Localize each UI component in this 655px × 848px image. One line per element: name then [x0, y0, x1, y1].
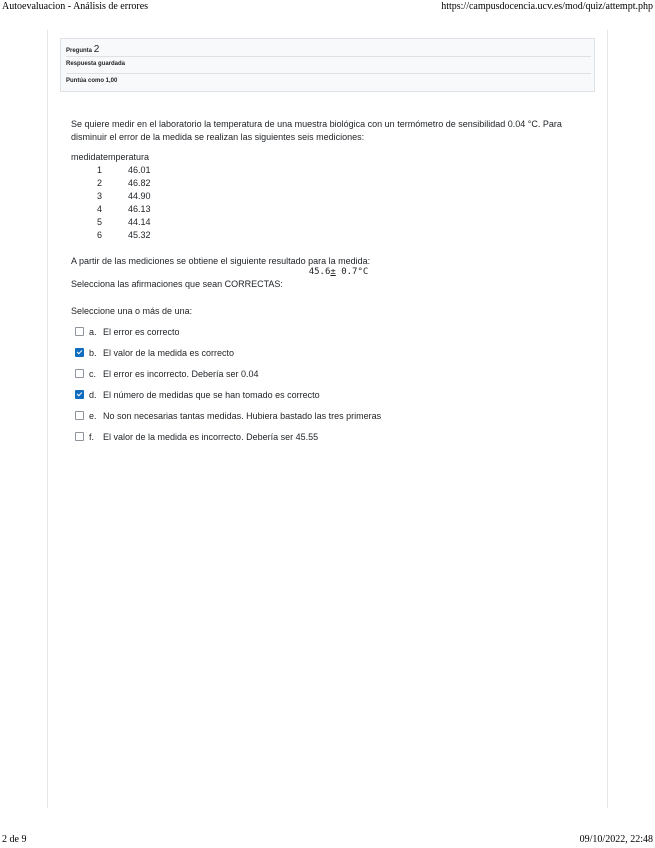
checkbox-checked-icon[interactable]: [75, 390, 84, 399]
print-page-number: 2 de 9: [2, 834, 27, 845]
info-divider: [66, 56, 591, 57]
checkbox-unchecked-icon[interactable]: [75, 432, 84, 441]
answer-text[interactable]: El error es correcto: [103, 326, 180, 337]
measurement-row: [71, 176, 168, 189]
question-content: [71, 118, 591, 447]
answer-prompt: Seleccione una o más de una:: [71, 306, 193, 316]
measurement-number: 3: [96, 190, 102, 201]
print-footer: [0, 832, 655, 848]
measurement-value: 46.01: [128, 164, 151, 175]
question-text: Se quiere medir en el laboratorio la temperatura de una muestra biológica con un termómetro de sensibilidad 0.04 °C. Para disminuir el error de la medida se realizan las siguientes seis mediciones:: [71, 119, 562, 142]
print-header: [0, 0, 655, 14]
answer-letter: d.: [89, 389, 97, 400]
answer-option[interactable]: [71, 321, 591, 342]
answer-letter: c.: [89, 368, 97, 379]
answer-text[interactable]: El valor de la medida es correcto: [103, 347, 235, 358]
question-info-box: [60, 38, 595, 92]
answer-letter: b.: [89, 347, 97, 358]
measurement-number: 2: [96, 177, 102, 188]
measurement-number: 5: [96, 216, 102, 227]
question-number: [66, 44, 99, 55]
answer-text[interactable]: El error es incorrecto. Debería ser 0.04: [103, 368, 259, 379]
result-error: 0.7°C: [335, 267, 369, 277]
answer-letter: a.: [89, 326, 97, 337]
measurement-number: 6: [96, 229, 102, 240]
measurements-table: [71, 150, 168, 241]
measurement-row: [71, 189, 168, 202]
answer-option[interactable]: [71, 405, 591, 426]
answer-list: [71, 321, 591, 447]
measurement-value: 46.82: [128, 177, 151, 188]
measurement-value: 44.14: [128, 216, 151, 227]
measurements-table-header: medidatemperatura: [71, 151, 150, 162]
measurement-number: 1: [96, 164, 102, 175]
answer-option[interactable]: [71, 363, 591, 384]
measurement-value: 45.32: [128, 229, 151, 240]
question-label: Pregunta: [66, 48, 93, 54]
measurement-row: [71, 215, 168, 228]
checkbox-unchecked-icon[interactable]: [75, 411, 84, 420]
checkbox-unchecked-icon[interactable]: [75, 369, 84, 378]
result-intro: A partir de las mediciones se obtiene el siguiente resultado para la medida:: [71, 256, 371, 266]
measurement-value: 46.13: [128, 203, 151, 214]
measurement-number: 4: [96, 203, 102, 214]
result-value: 45.6: [308, 267, 331, 277]
checkbox-checked-icon[interactable]: [75, 348, 84, 357]
measurement-row: [71, 163, 168, 176]
print-datetime: 09/10/2022, 22:48: [579, 834, 653, 845]
print-page-title: Autoevaluacion - Análisis de errores: [2, 1, 149, 12]
measurement-row: [71, 228, 168, 241]
result-formula: [71, 267, 606, 278]
answer-option[interactable]: [71, 384, 591, 405]
select-prompt: Selecciona las afirmaciones que sean CORRECTAS:: [71, 279, 283, 289]
answer-letter: f.: [89, 431, 95, 442]
info-divider: [66, 73, 591, 74]
answer-text[interactable]: El valor de la medida es incorrecto. Debería ser 45.55: [103, 431, 319, 442]
question-number-value: 2: [93, 44, 100, 55]
print-page-url: https://campusdocencia.ucv.es/mod/quiz/attempt.php: [441, 1, 653, 12]
measurements-table-body: [71, 163, 168, 241]
question-score: Puntúa como 1,00: [66, 78, 118, 84]
answer-option[interactable]: [71, 342, 591, 363]
measurement-value: 44.90: [128, 190, 151, 201]
measurement-row: [71, 202, 168, 215]
answer-letter: e.: [89, 410, 97, 421]
checkbox-unchecked-icon[interactable]: [75, 327, 84, 336]
result-plus-minus: ±: [330, 267, 336, 277]
answer-option[interactable]: [71, 426, 591, 447]
answer-text[interactable]: No son necesarias tantas medidas. Hubiera bastado las tres primeras: [103, 410, 382, 421]
answer-text[interactable]: El número de medidas que se han tomado es correcto: [103, 389, 320, 400]
question-status: Respuesta guardada: [66, 61, 126, 67]
